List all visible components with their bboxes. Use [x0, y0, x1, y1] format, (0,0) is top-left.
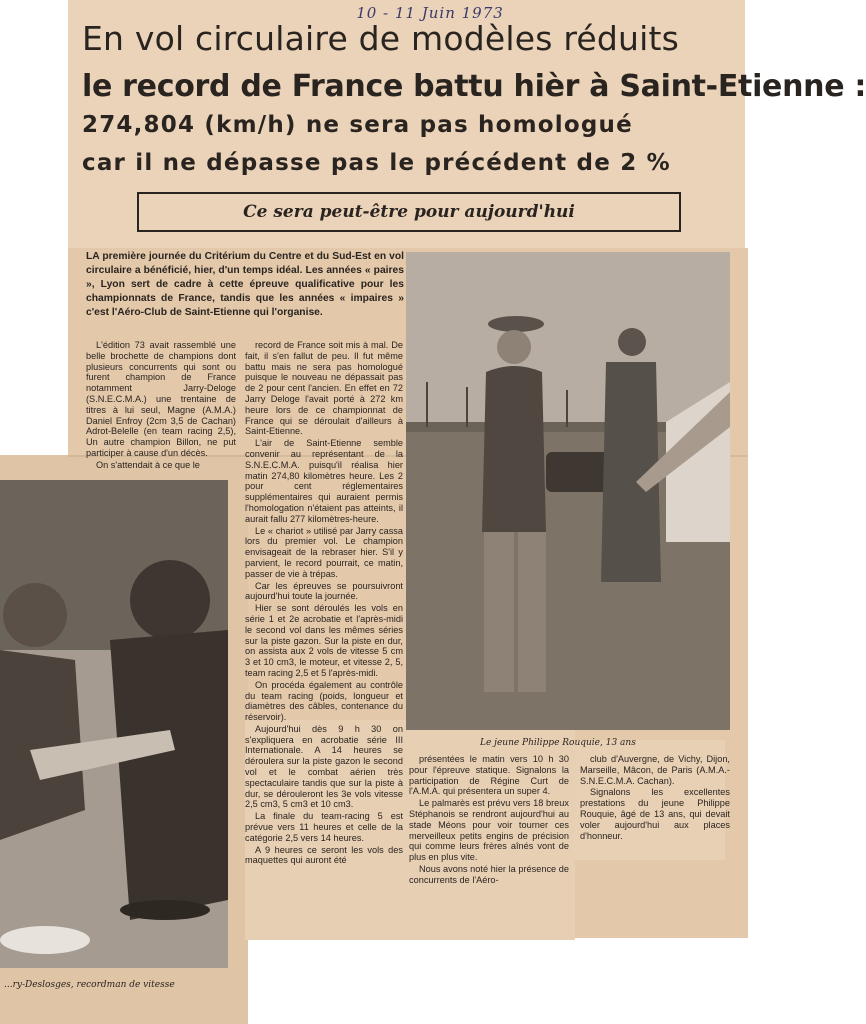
headline-line-4: car il ne dépasse pas le précédent de 2 % [82, 150, 671, 176]
column-3-paragraph: Nous avons noté hier la présence de concurrents de l'Aéro- [409, 863, 569, 885]
article-column-4 [580, 754, 730, 842]
column-2-paragraph: A 9 heures ce seront les vols des maquettes qui auront été [245, 844, 403, 866]
caption-left-photo: ...ry-Deslosges, recordman de vitesse [4, 980, 175, 990]
article-column-2 [245, 340, 403, 867]
column-2-paragraph: La finale du team-racing 5 est prévue vers 11 heures et celle de la catégorie 2,5 vers 14 heures. [245, 811, 403, 843]
column-2-paragraph: Hier se sont déroulés les vols en série 1 et 2e acrobatie et l'après-midi le second vol dans les mêmes séries sur la piste gazon. Sur la piste en dur, on assista aux 2 vols de vitesse 5 cm 3 et 10 cm3, le moteur, et vitesse 2, 5, team racing 2,5 et 5 l'après-midi. [245, 603, 403, 678]
photo-record-holder [0, 480, 228, 968]
column-2-paragraph: Le « chariot » utilisé par Jarry cassa lors du premier vol. Le champion envisageait de la rebraser hier. S'il y parvient, le record pourrait, ce matin, passer de vie à trépas. [245, 525, 403, 579]
column-2-paragraph: L'air de Saint-Etienne semble convenir au représentant de la S.N.E.C.M.A. puisqu'il réalisa hier matin 274,80 kilomètres heure. Les 2 pour cent réglementaires supplémentaires qui auraient permis l'homologation n'étaient pas atteints, il aurait fallu 277 kilomètres-heure. [245, 438, 403, 524]
headline-line-2: le record de France battu hièr à Saint-Etienne : [82, 69, 866, 104]
column-3-paragraph: présentées le matin vers 10 h 30 pour l'épreuve statique. Signalons la participation de Régine Curt de l'A.M.A. qui présentera un super 4. [409, 754, 569, 797]
handwritten-date: 10 - 11 Juin 1973 [356, 4, 504, 22]
column-2-paragraph: record de France soit mis à mal. De fait, il s'en fallut de peu. Il fut même battu mais ne sera pas homologué puisque le nouveau ne dépassait pas de 2 pour cent l'ancien. En effet en 72 Jarry Deloge l'avait porté à 272 km heure lors de ce championnat de France qui se déroulait d'ailleurs à Saint-Etienne. [245, 340, 403, 437]
column-4-paragraph: Signalons les excellentes prestations du jeune Philippe Rouquie, âgé de 13 ans, qui devait voler aujourd'hui aux places d'honneur. [580, 787, 730, 841]
article-column-3 [409, 754, 569, 887]
article-column-1 [86, 340, 236, 472]
subheadline-box [137, 192, 681, 232]
column-2-paragraph: Aujourd'hui dès 9 h 30 on s'expliquera en acrobatie série III Internationale. A 14 heures se déroulera sur la piste gazon le second vol et le combat aérien très spectaculaire tandis que sur la piste à dur, se dérouleront les 3e vols vitesse 2,5 cm3, 5 cm3 et 10 cm3. [245, 723, 403, 810]
headline-line-3: 274,804 (km/h) ne sera pas homologué [82, 112, 633, 138]
photo-young-pilot [406, 252, 730, 730]
subheadline: Ce sera peut-être pour aujourd'hui [243, 202, 575, 222]
lead-paragraph: LA première journée du Critérium du Centre et du Sud-Est en vol circulaire a bénéficié, hier, d'un temps idéal. Les années « paires », Lyon sert de cadre à cette épreuve qualificative pour les championnats de France, tandis que les années « impaires » c'est l'Aéro-Club de Saint-Etienne qui l'organise. [86, 251, 404, 318]
headline-line-1: En vol circulaire de modèles réduits [82, 19, 680, 58]
column-1-paragraph: L'édition 73 avait rassemblé une belle brochette de champions dont plusieurs concurrents qui sont ou furent champion de France notamment Jarry-Deloge (S.N.E.C.M.A.) une trentaine de titres à lui seul, Magne (A.M.A.) Daniel Enfroy (2cm 3,5 de Cachan) Adrot-Belelle (en team racing 2,5), Un autre champion Billon, ne put participer à cause d'un décès. [86, 340, 236, 458]
caption-right-photo: Le jeune Philippe Rouquie, 13 ans [480, 738, 636, 748]
column-2-paragraph: On procéda également au contrôle du team racing (poids, longueur et diamètres des câbles, contenance du réservoir). [245, 679, 403, 723]
column-1-paragraph: On s'attendait à ce que le [96, 459, 200, 470]
column-4-paragraph: club d'Auvergne, de Vichy, Dijon, Marseille, Mâcon, de Paris (A.M.A.-S.N.E.C.M.A. Cachan). [580, 754, 730, 786]
column-2-paragraph: Car les épreuves se poursuivront aujourd'hui toute la journée. [245, 580, 403, 602]
column-3-paragraph: Le palmarès est prévu vers 18 breux Stéphanois se rendront aujourd'hui au stade Méons pour voir tourner ces merveilleux petits engins de précision qui comme leurs frères aînés vont de plus en plus vite. [409, 798, 569, 863]
